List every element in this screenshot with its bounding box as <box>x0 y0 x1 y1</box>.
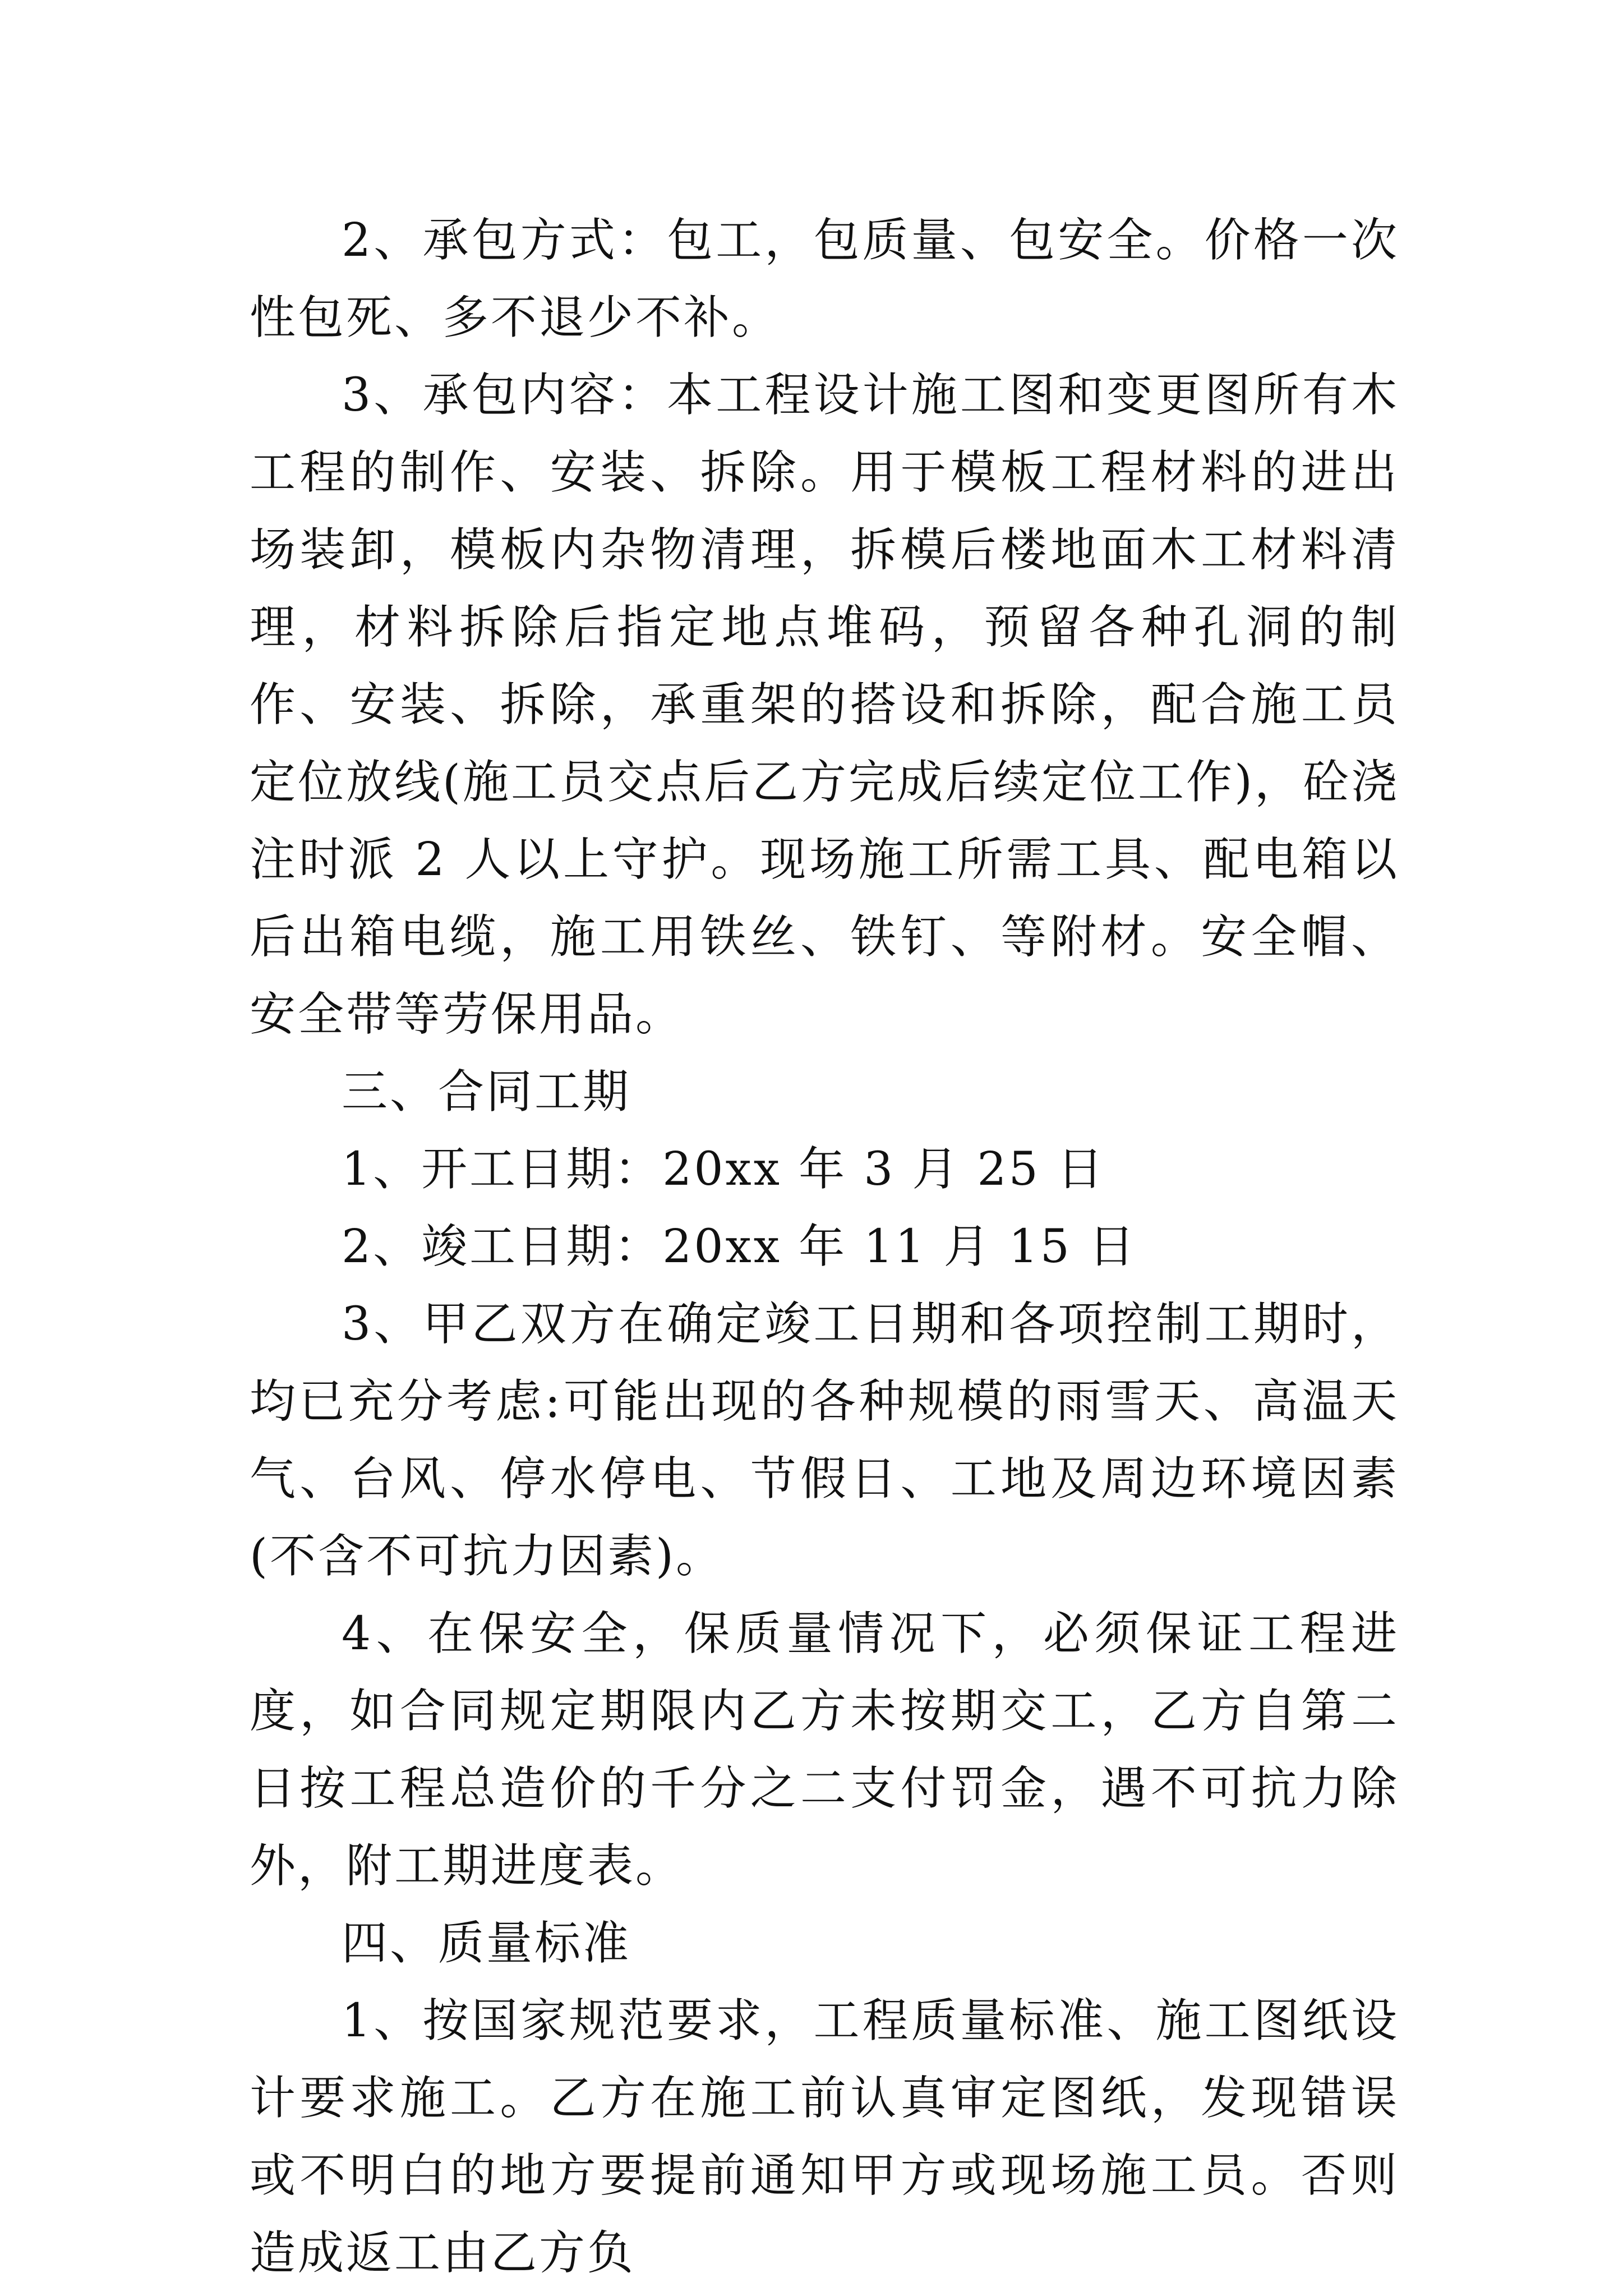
paragraph-delay-penalty: 4、在保安全，保质量情况下，必须保证工程进度，如合同规定期限内乙方未按期交工，乙方自第二日按工程总造价的千分之二支付罚金，遇不可抗力除外，附工期进度表。 <box>250 1607 1399 1893</box>
paragraph-contract-method: 2、承包方式：包工，包质量、包安全。价格一次性包死、多不退少不补。 <box>250 214 1399 344</box>
section-heading-quality-standard: 四、质量标准 <box>342 1917 631 1970</box>
paragraph-schedule-considerations: 3、甲乙双方在确定竣工日期和各项控制工期时，均已充分考虑:可能出现的各种规模的雨雪天、高温天气、台风、停水停电、节假日、工地及周边环境因素(不含不可抗力因素)。 <box>250 1297 1399 1583</box>
paragraph-start-date: 1、开工日期：20xx 年 3 月 25 日 <box>342 1143 1105 1196</box>
paragraph-contract-content: 3、承包内容：本工程设计施工图和变更图所有木工程的制作、安装、拆除。用于模板工程材料的进出场装卸，模板内杂物清理，拆模后楼地面木工材料清理，材料拆除后指定地点堆码，预留各种孔洞的制作、安装、拆除，承重架的搭设和拆除，配合施工员定位放线(施工员交点后乙方完成后续定位工作)，砼浇注时派 2 人以上守护。现场施工所需工具、配电箱以后出箱电缆，施工用铁丝、铁钉、等附材。安全帽、安全带等劳保用品。 <box>250 369 1399 1041</box>
document-body <box>250 202 1399 2292</box>
paragraph-quality-requirements: 1、按国家规范要求，工程质量标准、施工图纸设计要求施工。乙方在施工前认真审定图纸，发现错误或不明白的地方要提前通知甲方或现场施工员。否则造成返工由乙方负 <box>250 1994 1399 2280</box>
section-heading-contract-period: 三、合同工期 <box>342 1065 631 1119</box>
paragraph-completion-date: 2、竣工日期：20xx 年 11 月 15 日 <box>342 1220 1137 1273</box>
